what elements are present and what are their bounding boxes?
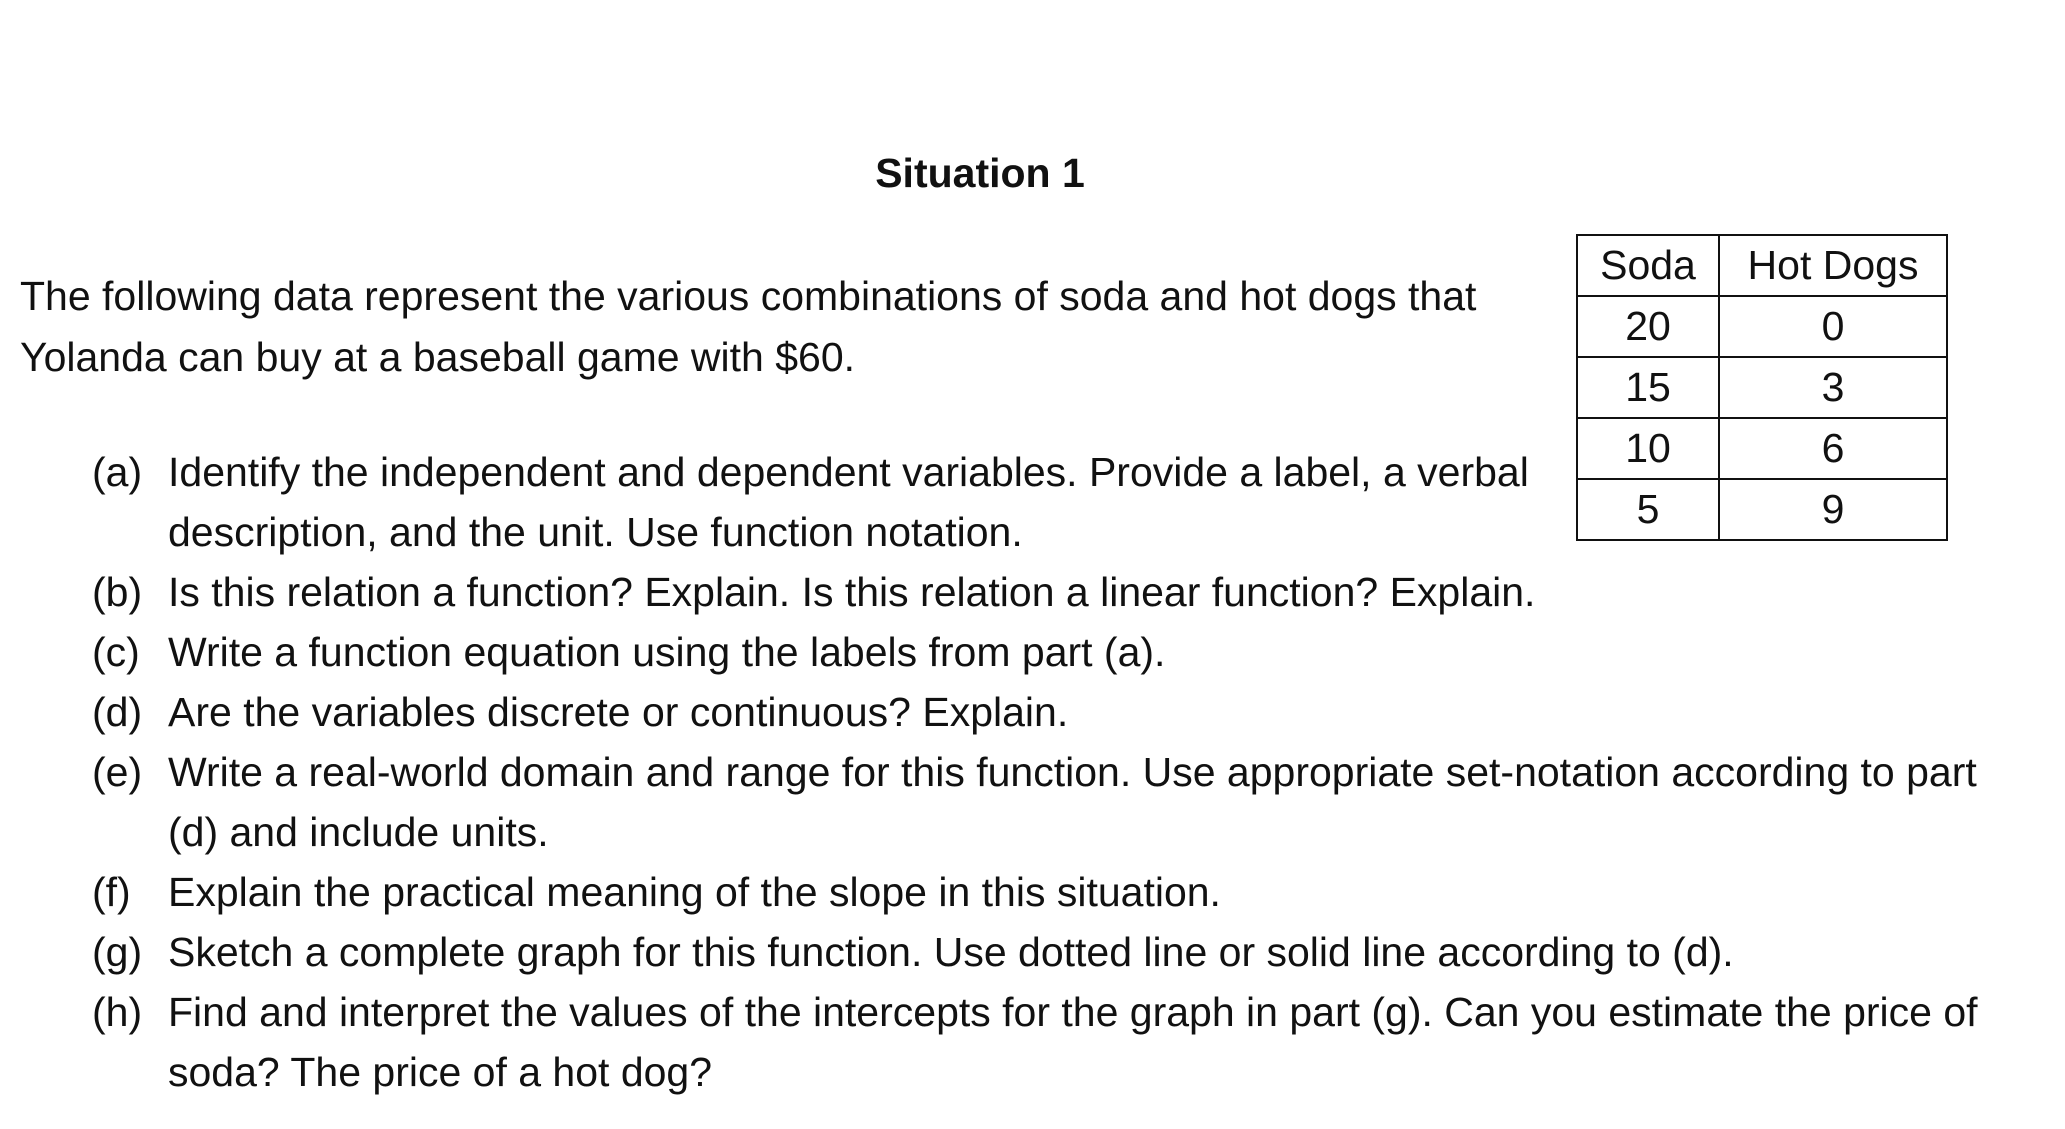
- question-letter: (g): [92, 929, 143, 975]
- question-letter: (b): [92, 569, 143, 615]
- column-header-soda: Soda: [1577, 235, 1719, 296]
- question-item-a: [92, 442, 1992, 562]
- question-letter: (d): [92, 689, 143, 735]
- question-item-e: [92, 742, 1992, 862]
- question-letter: (c): [92, 629, 140, 675]
- question-letter: (e): [92, 749, 143, 795]
- table-row: [1577, 357, 1947, 418]
- question-letter: (a): [92, 449, 143, 495]
- table-cell-soda: 5: [1577, 479, 1719, 540]
- question-text: Is this relation a function? Explain. Is this relation a linear function? Explain.: [168, 569, 1536, 615]
- question-letter: (h): [92, 989, 143, 1035]
- question-text: Explain the practical meaning of the slope in this situation.: [168, 869, 1221, 915]
- question-text: Identify the independent and dependent variables. Provide a label, a verbal description, and the unit. Use function notation.: [168, 449, 1529, 555]
- intro-paragraph: The following data represent the various combinations of soda and hot dogs that Yolanda can buy at a baseball game with $60.: [20, 273, 1477, 380]
- question-list: [92, 442, 1992, 1102]
- table-row: [1577, 296, 1947, 357]
- question-text: Sketch a complete graph for this function. Use dotted line or solid line according to (d).: [168, 929, 1734, 975]
- table-cell-hot-dogs: 0: [1719, 296, 1947, 357]
- question-letter: (f): [92, 869, 131, 915]
- table-header-row: [1577, 235, 1947, 296]
- table-cell-hot-dogs: 6: [1719, 418, 1947, 479]
- column-header-hot-dogs: Hot Dogs: [1719, 235, 1947, 296]
- question-item-c: [92, 622, 1992, 682]
- question-item-g: [92, 922, 1992, 982]
- question-item-h: [92, 982, 1992, 1102]
- table-cell-soda: 10: [1577, 418, 1719, 479]
- page-title: Situation 1: [875, 150, 1085, 196]
- question-text: Write a real-world domain and range for this function. Use appropriate set-notation according to part (d) and include units.: [168, 749, 1977, 855]
- question-item-b: [92, 562, 1992, 622]
- question-text: Are the variables discrete or continuous? Explain.: [168, 689, 1069, 735]
- question-item-d: [92, 682, 1992, 742]
- question-text: Write a function equation using the labels from part (a).: [168, 629, 1166, 675]
- table-cell-soda: 15: [1577, 357, 1719, 418]
- table-cell-hot-dogs: 3: [1719, 357, 1947, 418]
- table-cell-soda: 20: [1577, 296, 1719, 357]
- table-cell-hot-dogs: 9: [1719, 479, 1947, 540]
- question-text: Find and interpret the values of the intercepts for the graph in part (g). Can you estimate the price of soda? The price of a hot dog?: [168, 989, 1978, 1095]
- question-item-f: [92, 862, 1992, 922]
